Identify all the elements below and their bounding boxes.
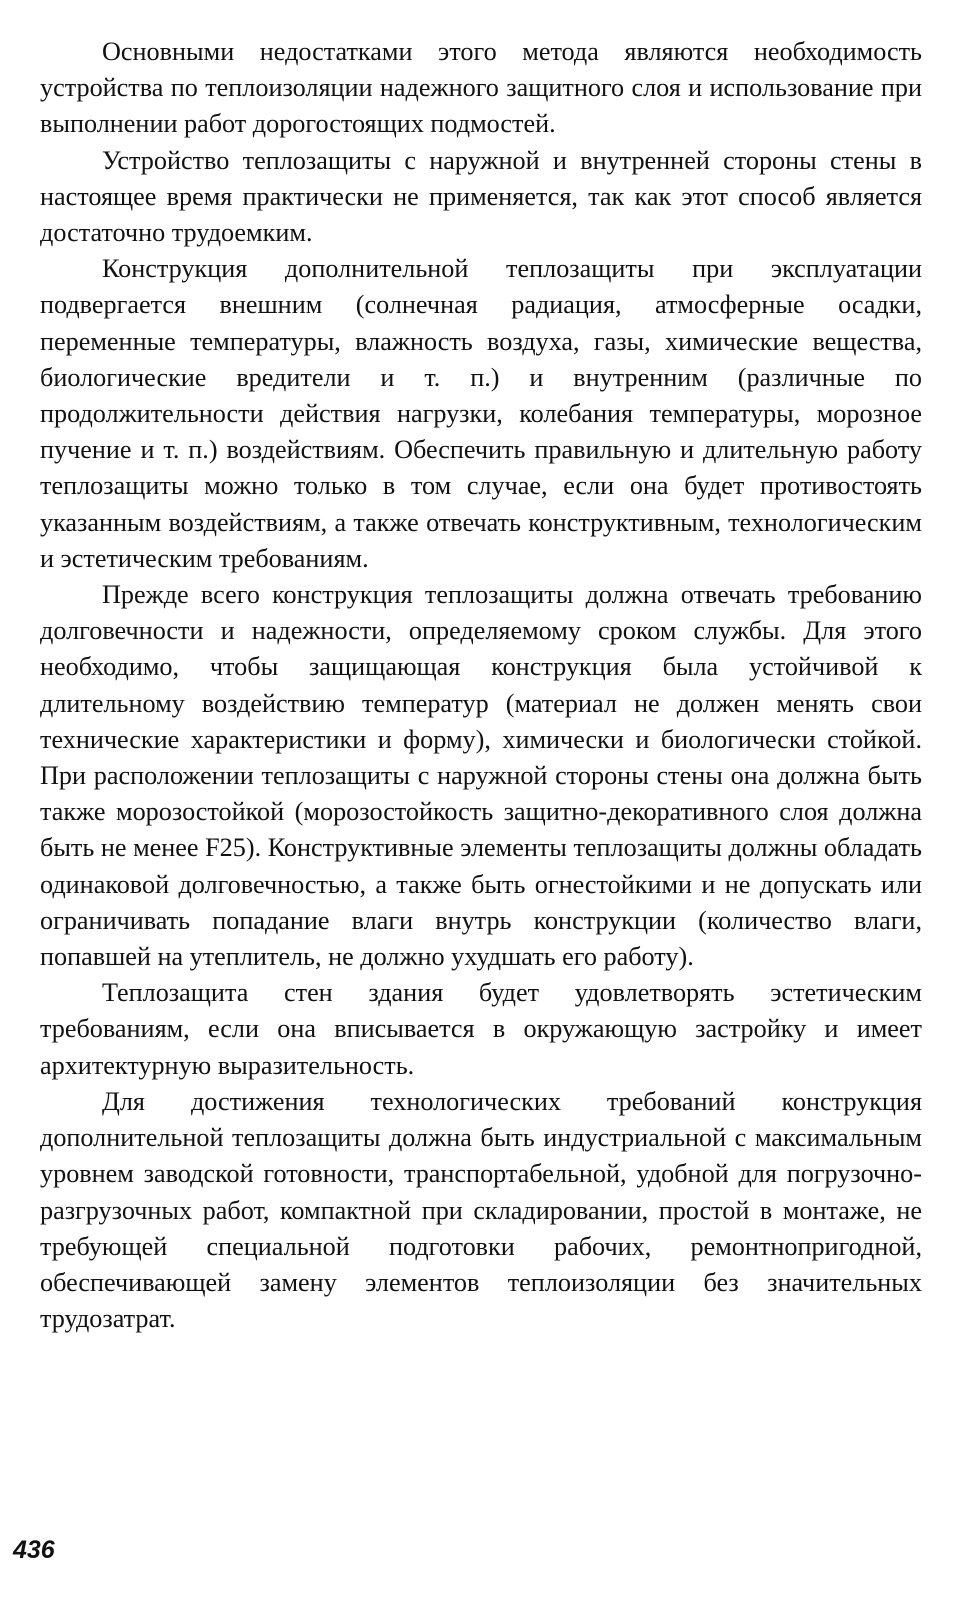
paragraph: Для достижения технологических требований конструкция дополнительной теплозащиты должна быть индустриальной с максимальным уровнем заводской готовности, транспортабельной, удобной для погрузочно-разгрузочных работ, компактной при складировании, простой в монтаже, не требующей специальной подготовки рабочих, ремонтнопригодной, обеспечивающей замену элементов теплоизоляции без значительных трудозатрат. — [40, 1086, 922, 1334]
page-number: 436 — [13, 1536, 55, 1564]
page-body — [40, 34, 922, 1337]
paragraph: Основными недостатками этого метода являются необходимость устройства по теплоизоляции надежного защитного слоя и использование при выполнении работ дорогостоящих подмостей. — [40, 37, 922, 139]
paragraph: Конструкция дополнительной теплозащиты при эксплуатации подвергается внешним (солнечная радиация, атмосферные осадки, переменные температуры, влажность воздуха, газы, химические вещества, биологические вредители и т. п.) и внутренним (различные по продолжительности действия нагрузки, колебания температуры, морозное пучение и т. п.) воздействиям. Обеспечить правильную и длительную работу теплозащиты можно только в том случае, если она будет противостоять указанным воздействиям, а также отвечать конструктивным, технологическим и эстетическим требованиям. — [40, 254, 922, 573]
paragraph: Устройство теплозащиты с наружной и внутренней стороны стены в настоящее время практически не применяется, так как этот способ является достаточно трудоемким. — [40, 145, 922, 248]
paragraph: Теплозащита стен здания будет удовлетворять эстетическим требованиям, если она вписывается в окружающую застройку и имеет архитектурную выразительность. — [40, 978, 922, 1080]
paragraph: Прежде всего конструкция теплозащиты должна отвечать требованию долговечности и надежности, определяемому сроком службы. Для этого необходимо, чтобы защищающая конструкция была устойчивой к длительному воздействию температур (материал не должен менять свои технические характеристики и форму), химически и биологически стойкой. При расположении теплозащиты с наружной стороны стены она должна быть также морозостойкой (морозостойкость защитно-декоративного слоя должна быть не менее F25). Конструктивные элементы теплозащиты должны обладать одинаковой долговечностью, а также быть огнестойкими и не допускать или ограничивать попадание влаги внутрь конструкции (количество влаги, попавшей на утеплитель, не должно ухудшать его работу). — [40, 580, 922, 972]
